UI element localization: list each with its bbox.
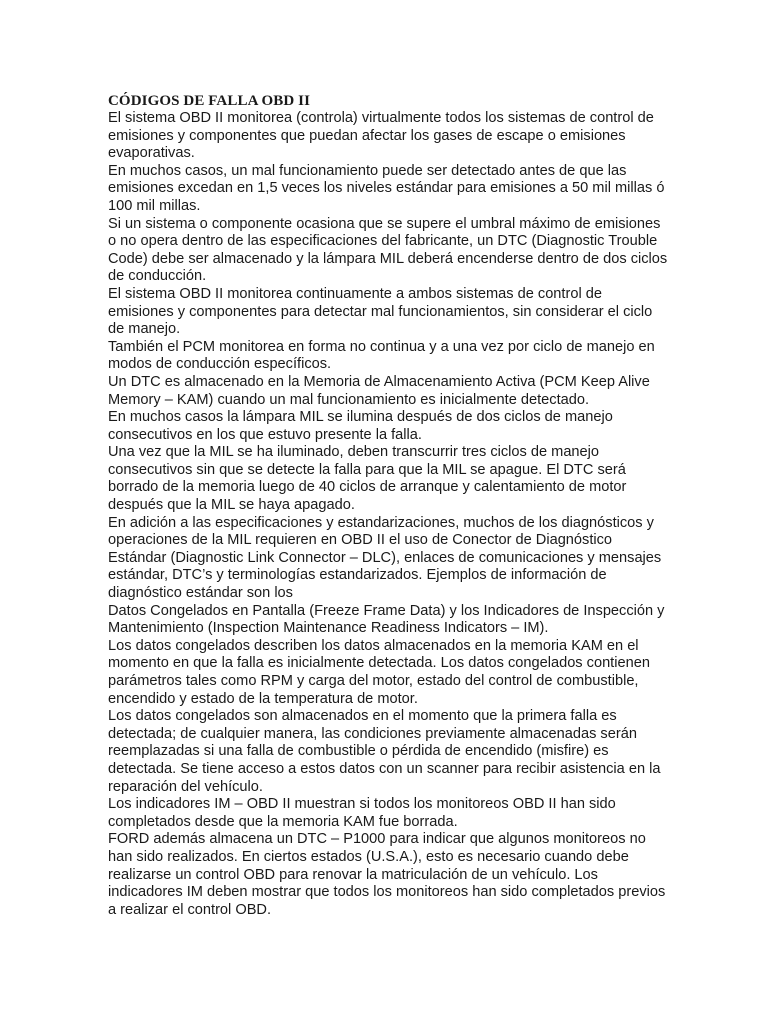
paragraph: Si un sistema o componente ocasiona que se supere el umbral máximo de emisiones o no opera dentro de las especificaciones del fabricante, un DTC (Diagnostic Trouble Code) debe ser almacenado y la lámpara MIL deberá encenderse dentro de dos ciclos de conducción. — [108, 215, 668, 285]
paragraph: El sistema OBD II monitorea continuamente a ambos sistemas de control de emisiones y componentes para detectar mal funcionamientos, sin considerar el ciclo de manejo. — [108, 285, 653, 338]
paragraph: En muchos casos, un mal funcionamiento puede ser detectado antes de que las emisiones excedan en 1,5 veces los niveles estándar para emisiones a 50 mil millas ó 100 mil millas. — [108, 162, 665, 214]
paragraph: En adición a las especificaciones y estandarizaciones, muchos de los diagnósticos y operaciones de la MIL requieren en OBD II el uso de Conector de Diagnóstico Estándar (Diagnostic Link Connector – DLC), enlaces de comunicaciones y mensajes estándar, DTC’s y terminologías estandarizados. Ejemplos de información de diagnóstico estándar son los — [108, 514, 662, 602]
paragraph: En muchos casos la lámpara MIL se ilumina después de dos ciclos de manejo consecutivos en los que estuvo presente la falla. — [108, 409, 613, 443]
paragraph: También el PCM monitorea en forma no continua y a una vez por ciclo de manejo en modos de conducción específicos. — [108, 338, 655, 373]
page-title: CÓDIGOS DE FALLA OBD II — [108, 93, 311, 109]
document-page — [108, 93, 668, 919]
paragraph: Datos Congelados en Pantalla (Freeze Frame Data) y los Indicadores de Inspección y Mantenimiento (Inspection Maintenance Readiness Indicators – IM). — [108, 602, 665, 637]
document-body — [108, 110, 668, 919]
paragraph: Los datos congelados son almacenados en el momento que la primera falla es detectada; de cualquier manera, las condiciones previamente almacenadas serán reemplazadas si una falla de combustible o pérdida de encendido (misfire) es detectada. Se tiene acceso a estos datos con un scanner para recibir asistencia en la reparación del vehículo. — [108, 708, 661, 795]
paragraph: Los datos congelados describen los datos almacenados en la memoria KAM en el momento en que la falla es inicialmente detectada. Los datos congelados contienen parámetros tales como RPM y carga del motor, estado del control de combustible, encendido y estado de la temperatura de motor. — [108, 637, 650, 707]
paragraph: Una vez que la MIL se ha iluminado, deben transcurrir tres ciclos de manejo consecutivos sin que se detecte la falla para que la MIL se apague. El DTC será borrado de la memoria luego de 40 ciclos de arranque y calentamiento de motor después que la MIL se haya apagado. — [108, 444, 627, 514]
paragraph: El sistema OBD II monitorea (controla) virtualmente todos los sistemas de control de emisiones y componentes que puedan afectar los gases de escape o emisiones evaporativas. — [108, 110, 654, 162]
paragraph: Los indicadores IM – OBD II muestran si todos los monitoreos OBD II han sido completados desde que la memoria KAM fue borrada. — [108, 796, 616, 830]
paragraph: FORD además almacena un DTC – P1000 para indicar que algunos monitoreos no han sido realizados. En ciertos estados (U.S.A.), esto es necesario cuando debe realizarse un control OBD para renovar la matriculación de un vehículo. Los indicadores IM deben mostrar que todos los monitoreos han sido completados previos a realizar el control OBD. — [108, 831, 666, 918]
paragraph: Un DTC es almacenado en la Memoria de Almacenamiento Activa (PCM Keep Alive Memory – KAM) cuando un mal funcionamiento es inicialmente detectado. — [108, 373, 650, 408]
